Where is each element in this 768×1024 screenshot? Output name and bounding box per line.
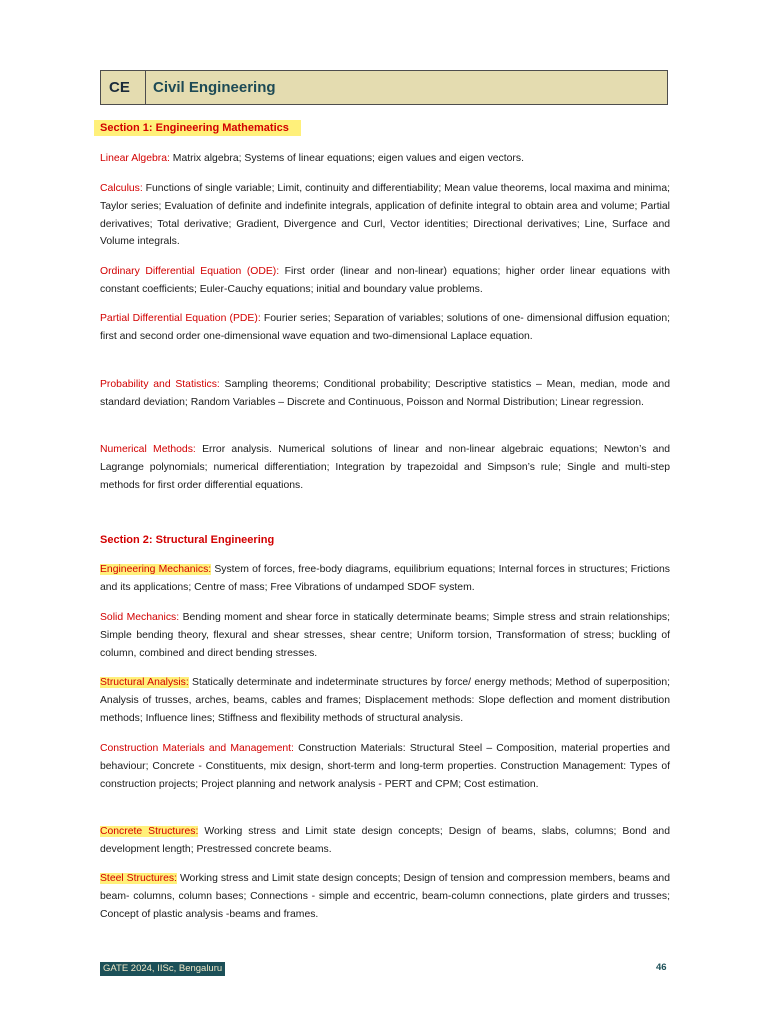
topic-label: Engineering Mechanics: — [100, 564, 212, 575]
topic-label: Calculus: — [100, 183, 143, 194]
section-1-title-text: Section 1: Engineering Mathematics — [94, 120, 301, 136]
topic-calculus — [100, 180, 670, 251]
topic-text: Working stress and Limit state design concepts; Design of beams, slabs, columns; Bond and development length; Prestressed concrete beams. — [100, 826, 670, 855]
topic-steel-structures — [100, 870, 670, 923]
topic-label: Structural Analysis: — [100, 677, 189, 688]
section-2-title: Section 2: Structural Engineering — [100, 534, 275, 546]
topic-label: Ordinary Differential Equation (ODE): — [100, 266, 280, 277]
topic-label: Partial Differential Equation (PDE): — [100, 313, 261, 324]
topic-text: Functions of single variable; Limit, continuity and differentiability; Mean value theorems, local maxima and minima; Taylor series; Evaluation of definite and indefinite integrals, application of definite integral to obtain area and volume; Partial derivatives; Total derivative; Gradient, Divergence and Curl, Vector identities; Directional derivatives; Line, Surface and Volume integrals. — [100, 183, 670, 248]
topic-text: System of forces, free-body diagrams, equilibrium equations; Internal forces in structures; Frictions and its applications; Centre of mass; Free Vibrations of undamped SDOF system. — [100, 564, 670, 593]
topic-label: Concrete Structures: — [100, 826, 199, 837]
topic-text: Working stress and Limit state design concepts; Design of tension and compression members, beams and beam- columns, column bases; Connections - simple and eccentric, beam-column connections, plate girders and trusses; Concept of plastic analysis -beams and frames. — [100, 873, 670, 920]
topic-text: Sampling theorems; Conditional probability; Descriptive statistics – Mean, median, mode and standard deviation; Random Variables – Discrete and Continuous, Poisson and Normal Distribution; Linear regression. — [100, 379, 670, 408]
topic-probability — [100, 376, 670, 412]
footer-label: GATE 2024, IISc, Bengaluru — [100, 962, 225, 976]
topic-structural-analysis — [100, 674, 670, 727]
topic-label: Solid Mechanics: — [100, 612, 180, 623]
topic-numerical-methods — [100, 441, 670, 494]
topic-construction-materials — [100, 740, 670, 793]
page-number: 46 — [656, 962, 667, 973]
topic-text: Construction Materials: Structural Steel – Composition, material properties and behaviour; Concrete - Constituents, mix design, short-term and long-term properties. Construction Management: Types of construction projects; Project planning and network analysis - PERT and CPM; Cost estimation. — [100, 743, 670, 790]
topic-engineering-mechanics — [100, 561, 670, 597]
topic-label: Steel Structures: — [100, 873, 177, 884]
topic-pde — [100, 310, 670, 346]
section-1-title — [100, 121, 301, 135]
topic-text: Error analysis. Numerical solutions of linear and non-linear algebraic equations; Newton’s and Lagrange polynomials; numerical differentiation; Integration by trapezoidal and Simpson’s rule; Single and multi-step methods for first order differential equations. — [100, 444, 671, 491]
topic-label: Numerical Methods: — [100, 444, 196, 455]
topic-linear-algebra — [100, 150, 670, 168]
topic-text: First order (linear and non-linear) equations; higher order linear equations with constant coefficients; Euler-Cauchy equations; initial and boundary value problems. — [100, 266, 670, 295]
topic-text: Statically determinate and indeterminate structures by force/ energy methods; Method of superposition; Analysis of trusses, arches, beams, cables and frames; Displacement methods: Slope deflection and moment distribution methods; Influence lines; Stiffness and flexibility methods of structural analysis. — [100, 677, 670, 724]
topic-label: Linear Algebra: — [100, 153, 170, 164]
subject-header — [100, 70, 668, 105]
topic-text: Bending moment and shear force in statically determinate beams; Simple stress and strain relationships; Simple bending theory, flexural and shear stresses, shear centre; Uniform torsion, Transformation of stress; buckling of column, combined and direct bending stresses. — [100, 612, 670, 659]
topic-text: Fourier series; Separation of variables; solutions of one- dimensional diffusion equation; first and second order one-dimensional wave equation and two-dimensional Laplace equation. — [100, 313, 670, 342]
topic-label: Construction Materials and Management: — [100, 743, 294, 754]
topic-concrete-structures — [100, 823, 670, 859]
topic-ode — [100, 263, 670, 299]
topic-label: Probability and Statistics: — [100, 379, 220, 390]
topic-solid-mechanics — [100, 609, 670, 662]
subject-name: Civil Engineering — [153, 79, 276, 96]
subject-code: CE — [101, 71, 146, 104]
topic-text: Matrix algebra; Systems of linear equations; eigen values and eigen vectors. — [169, 153, 524, 164]
